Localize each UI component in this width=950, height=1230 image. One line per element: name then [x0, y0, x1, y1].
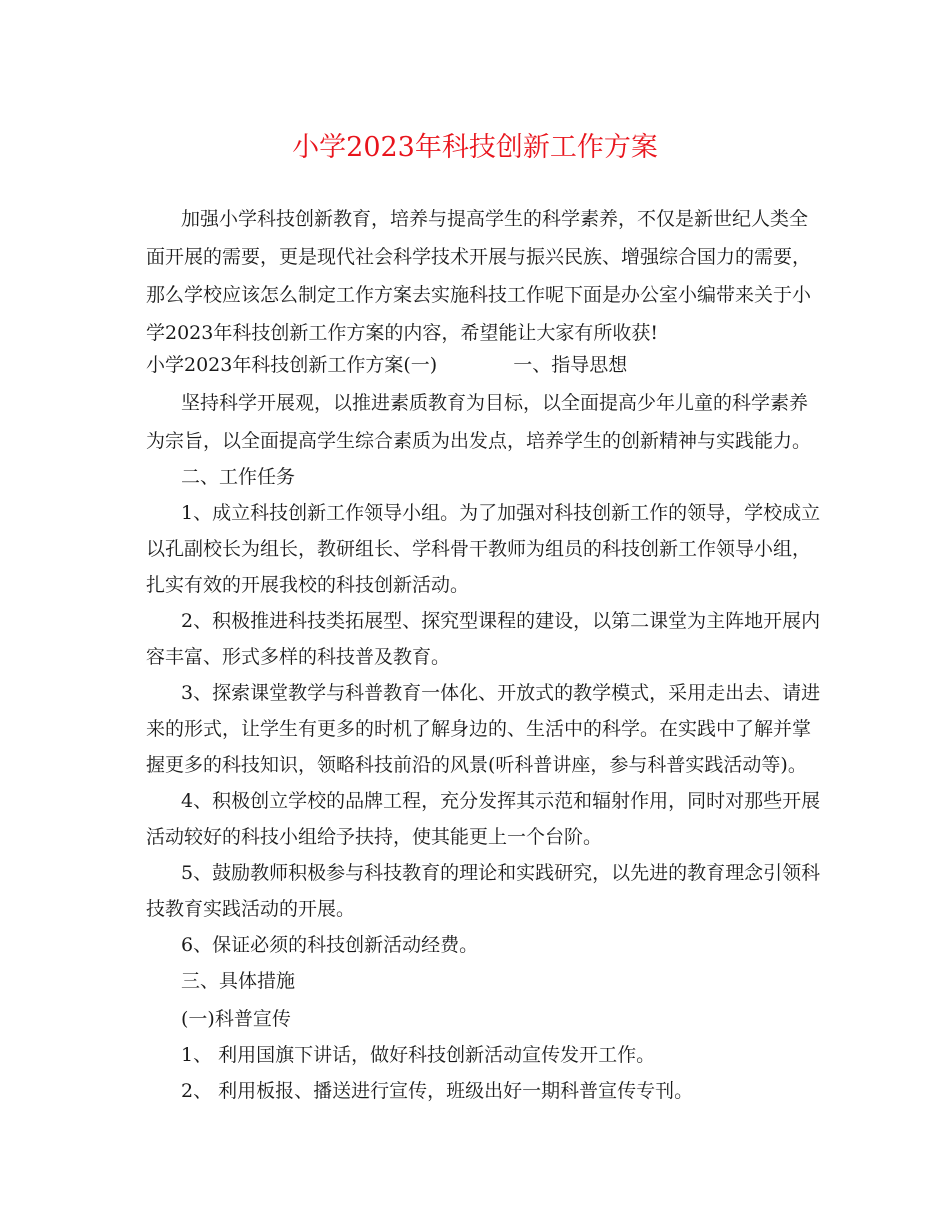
- task2-line-1: 2、积极推进科技类拓展型、探究型课程的建设，以第二课堂为主阵地开展内: [181, 610, 821, 632]
- task4-line-1: 4、积极创立学校的品牌工程，充分发挥其示范和辐射作用，同时对那些开展: [181, 790, 821, 812]
- task4-line-2: 活动较好的科技小组给予扶持，使其能更上一个台阶。: [146, 826, 603, 848]
- plan-subtitle: 小学2023年科技创新工作方案(一): [146, 354, 438, 376]
- task5-line-2: 技教育实践活动的开展。: [146, 898, 356, 920]
- guiding-heading: 一、指导思想: [513, 354, 628, 376]
- task1-line-3: 扎实有效的开展我校的科技创新活动。: [146, 574, 470, 596]
- task3-line-3: 握更多的科技知识，领略科技前沿的风景(听科普讲座，参与科普实践活动等)。: [146, 754, 807, 776]
- task3-line-1: 3、探索课堂教学与科普教育一体化、开放式的教学模式，采用走出去、请进: [181, 682, 821, 704]
- task1-line-2: 以孔副校长为组长，教研组长、学科骨干教师为组员的科技创新工作领导小组，: [146, 538, 812, 560]
- task2-line-2: 容丰富、形式多样的科技普及教育。: [146, 646, 451, 668]
- section-heading: [146, 350, 627, 380]
- tasks-heading: 二、工作任务: [181, 466, 296, 488]
- science-promotion-heading: (一)科普宣传: [181, 1008, 291, 1030]
- task5-line-1: 5、鼓励教师积极参与科技教育的理论和实践研究，以先进的教育理念引领科: [181, 862, 821, 884]
- guiding-line-1: 坚持科学开展观，以推进素质教育为目标，以全面提高少年儿童的科学素养: [181, 392, 809, 414]
- task3-line-2: 来的形式，让学生有更多的时机了解身边的、生活中的科学。在实践中了解并掌: [146, 718, 812, 740]
- intro-line-2: 面开展的需要，更是现代社会科学技术开展与振兴民族、增强综合国力的需要，: [146, 246, 812, 268]
- measures-heading: 三、具体措施: [181, 970, 296, 992]
- intro-line-3: 那么学校应该怎么制定工作方案去实施科技工作呢下面是办公室小编带来关于小: [146, 284, 812, 306]
- task6-line: 6、保证必须的科技创新活动经费。: [181, 934, 479, 956]
- document-title: 小学2023年科技创新工作方案: [292, 132, 658, 163]
- measure-1: 1、 利用国旗下讲话，做好科技创新活动宣传发开工作。: [181, 1044, 656, 1066]
- measure-2: 2、 利用板报、播送进行宣传，班级出好一期科普宣传专刊。: [181, 1080, 694, 1102]
- task1-line-1: 1、成立科技创新工作领导小组。为了加强对科技创新工作的领导，学校成立: [181, 502, 821, 524]
- guiding-line-2: 为宗旨，以全面提高学生综合素质为出发点，培养学生的创新精神与实践能力。: [146, 430, 812, 452]
- intro-line-4: 学2023年科技创新工作方案的内容，希望能让大家有所收获!: [146, 322, 658, 344]
- intro-line-1: 加强小学科技创新教育，培养与提高学生的科学素养，不仅是新世纪人类全: [181, 208, 809, 230]
